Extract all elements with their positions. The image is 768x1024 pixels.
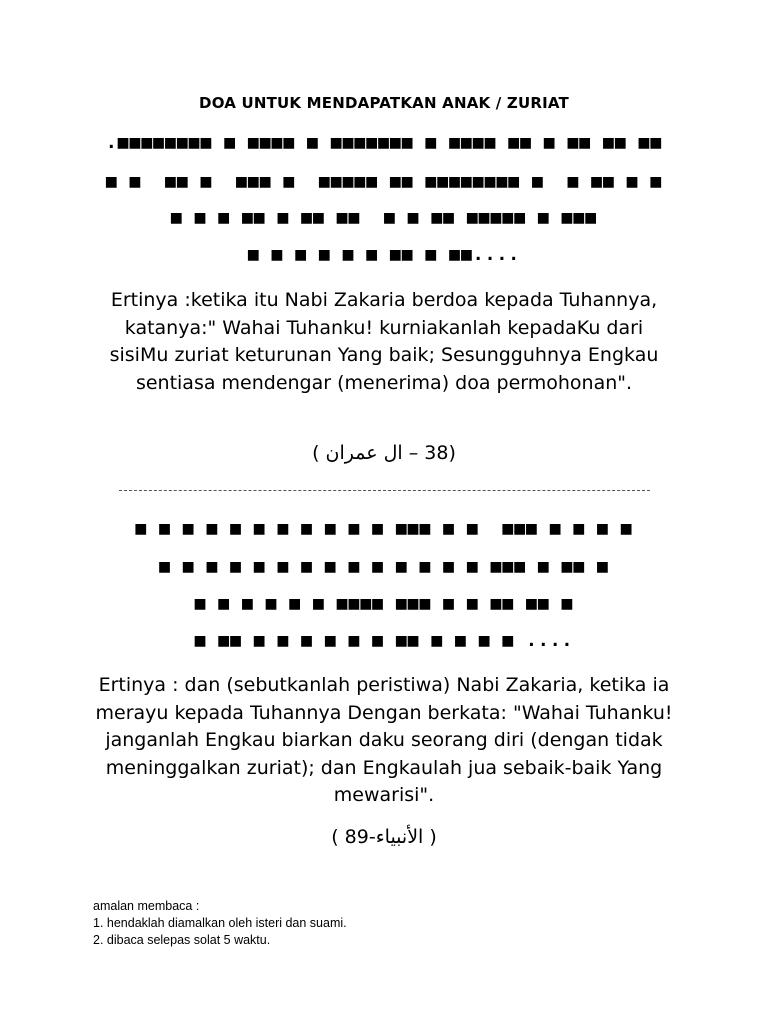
verse2-arabic-line-2: ■ ■ ■ ■ ■ ■ ■ ■ ■ ■ ■ ■ ■ ■ ■■■ ■ ■■ ■ <box>159 556 609 577</box>
verse1-arabic-line-1: .■■■■■■■■ ■ ■■■■ ■ ■■■■■■■ ■ ■■■■ ■■ ■ ■■ ■■ ■■ <box>105 132 663 153</box>
verse1-arabic-line-2: ■ ■ ■■ ■ ■■■ ■ ■■■■■ ■■ ■■■■■■■■ ■ ■ ■■ ■ ■ <box>105 171 663 192</box>
verse2-arabic-line-3: ■ ■ ■ ■ ■ ■ ■■■■ ■■■ ■ ■ ■■ ■■ ■ <box>194 593 574 614</box>
verse2-translation: Ertinya : dan (sebutkanlah peristiwa) Nabi Zakaria, ketika ia merayu kepada Tuhannya Dengan berkata: "Wahai Tuhanku! janganlah Engkau biarkan daku seorang diri (dengan tidak meninggalkan zuriat); dan Engkaulah jua sebaik-baik Yang mewarisi". <box>95 674 673 806</box>
verse2-reference-text: ( الأنبياء-89 ) <box>331 826 437 848</box>
verse1-arabic-line-3: ■ ■ ■ ■■ ■ ■■ ■■ ■ ■ ■■ ■■■■■ ■ ■■■ <box>170 207 598 228</box>
page-title: DOA UNTUK MENDAPATKAN ANAK / ZURIAT <box>199 94 569 112</box>
verse1-reference <box>0 442 768 464</box>
notes-item-2: 2. dibaca selepas solat 5 waktu. <box>93 933 271 947</box>
reading-notes <box>93 898 593 949</box>
notes-heading: amalan membaca : <box>93 899 200 913</box>
verse1-arabic-line-4: ■ ■ ■ ■ ■ ■ ■■ ■ ■■.... <box>247 244 521 265</box>
notes-item-1: 1. hendaklah diamalkan oleh isteri dan suami. <box>93 916 347 930</box>
verse1-translation: Ertinya :ketika itu Nabi Zakaria berdoa kepada Tuhannya, katanya:" Wahai Tuhanku! kurniakanlah kepadaKu dari sisiMu zuriat keturunan Yang baik; Sesungguhnya Engkau sentiasa mendengar (menerima) doa permohonan". <box>109 289 659 394</box>
verse2-arabic-line-4: ■ ■■ ■ ■ ■ ■ ■ ■ ■■ ■ ■ ■ ■ .... <box>194 630 574 651</box>
section-divider <box>119 490 650 491</box>
verse2-reference <box>0 826 768 848</box>
verse1-reference-text: (38 – ال عمران ) <box>312 442 456 464</box>
verse2-arabic-line-1: ■ ■ ■ ■ ■ ■ ■ ■ ■ ■ ■ ■■■ ■ ■ ■■■ ■ ■ ■ ■ <box>135 518 633 539</box>
